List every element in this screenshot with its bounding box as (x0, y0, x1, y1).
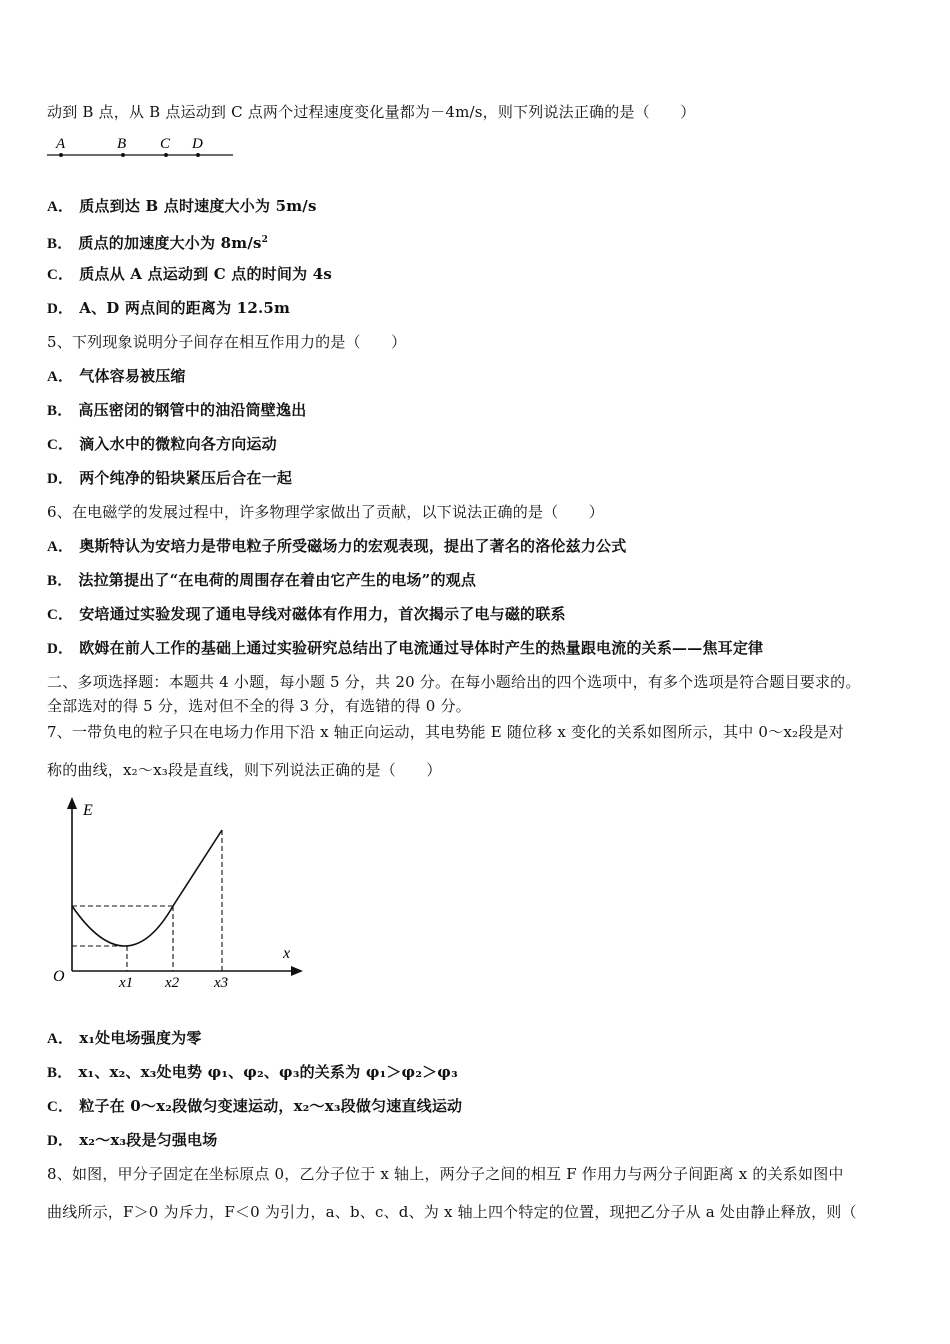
q6-option-c[interactable] (47, 604, 566, 625)
q6-option-a[interactable] (47, 536, 626, 557)
q7-option-d[interactable] (47, 1130, 217, 1151)
option-text: 法拉第提出了“在电荷的周围存在着由它产生的电场”的观点 (78, 571, 477, 589)
q8-stem-line1: 8、如图，甲分子固定在坐标原点 0，乙分子位于 x 轴上，两分子之间的相互 F 作用力与两分子间距离 x 的关系如图中 (47, 1165, 844, 1183)
x-axis-arrow-icon (291, 966, 303, 976)
option-text: 质点的加速度大小为 8m/s (78, 234, 262, 252)
q7-potential-energy-graph (45, 795, 315, 995)
q4-option-a[interactable] (47, 196, 317, 217)
point-d-label: D (192, 136, 203, 152)
q8-stem-line2: 曲线所示，F＞0 为斥力，F＜0 为引力，a、b、c、d、为 x 轴上四个特定的位置，现把乙分子从 a 处由静止释放，则（ (47, 1203, 857, 1221)
origin-label: O (53, 968, 65, 985)
option-label: D． (47, 1133, 74, 1149)
option-text: x₂～x₃段是匀强电场 (79, 1131, 218, 1149)
x-axis-label: x (283, 945, 291, 962)
q5-stem: 5、下列现象说明分子间存在相互作用力的是（ ） (47, 333, 407, 351)
option-label: C． (47, 267, 74, 283)
point-a-label: A (56, 136, 66, 152)
option-text: 高压密闭的钢管中的油沿筒壁逸出 (78, 401, 307, 419)
option-label: C． (47, 607, 74, 623)
tick-x3: x3 (214, 975, 229, 991)
q4-stem: 动到 B 点，从 B 点运动到 C 点两个过程速度变化量都为－4m/s，则下列说法正确的是（ ） (47, 103, 696, 121)
option-label: B． (47, 403, 73, 419)
option-label: D． (47, 471, 74, 487)
option-text: 奥斯特认为安培力是带电粒子所受磁场力的宏观表现，提出了著名的洛伦兹力公式 (79, 537, 627, 555)
q5-option-b[interactable] (47, 400, 306, 421)
option-label: D． (47, 301, 74, 317)
y-axis-arrow-icon (67, 797, 77, 809)
option-label: A． (47, 1031, 74, 1047)
option-text: x₁、x₂、x₃处电势 φ₁、φ₂、φ₃的关系为 φ₁＞φ₂＞φ₃ (78, 1063, 458, 1081)
section-2-scoring: 全部选对的得 5 分，选对但不全的得 3 分，有选错的得 0 分。 (47, 697, 471, 715)
option-label: B． (47, 573, 73, 589)
tick-x1: x1 (119, 975, 134, 991)
option-label: B． (47, 236, 73, 252)
energy-curve (72, 830, 222, 946)
section-2-instructions: 二、多项选择题：本题共 4 小题，每小题 5 分，共 20 分。在每小题给出的四个选项中，有多个选项是符合题目要求的。 (47, 673, 861, 691)
q7-stem-line1: 7、一带负电的粒子只在电场力作用下沿 x 轴正向运动，其电势能 E 随位移 x 变化的关系如图所示，其中 0～x₂段是对 (47, 723, 844, 741)
q4-option-c[interactable] (47, 264, 332, 285)
option-label: C． (47, 1099, 74, 1115)
option-text: 粒子在 0～x₂段做匀变速运动，x₂～x₃段做匀速直线运动 (79, 1097, 463, 1115)
point-b-label: B (117, 136, 127, 152)
option-label: B． (47, 1065, 73, 1081)
q6-option-d[interactable] (47, 638, 763, 659)
option-text: 滴入水中的微粒向各方向运动 (79, 435, 277, 453)
option-text: 质点从 A 点运动到 C 点的时间为 4s (79, 265, 333, 283)
option-text: 欧姆在前人工作的基础上通过实验研究总结出了电流通过导体时产生的热量跟电流的关系——焦耳定律 (79, 639, 764, 657)
q4-line-diagram (45, 132, 235, 162)
q6-option-b[interactable] (47, 570, 476, 591)
q7-option-c[interactable] (47, 1096, 462, 1117)
q7-option-a[interactable] (47, 1028, 202, 1049)
q4-option-d[interactable] (47, 298, 290, 319)
option-text: A、D 两点间的距离为 12.5m (79, 299, 291, 317)
option-label: A． (47, 369, 74, 385)
q6-stem: 6、在电磁学的发展过程中，许多物理学家做出了贡献，以下说法正确的是（ ） (47, 503, 604, 521)
option-text: 两个纯净的铅块紧压后合在一起 (79, 469, 293, 487)
option-label: C． (47, 437, 74, 453)
point-c-label: C (160, 136, 171, 152)
tick-x2: x2 (165, 975, 180, 991)
superscript: 2 (261, 235, 269, 245)
q5-option-c[interactable] (47, 434, 277, 455)
q7-option-b[interactable] (47, 1062, 458, 1083)
option-label: A． (47, 539, 74, 555)
q7-stem-line2: 称的曲线，x₂～x₃段是直线，则下列说法正确的是（ ） (47, 761, 442, 779)
q4-option-b[interactable] (47, 230, 268, 254)
option-text: 质点到达 B 点时速度大小为 5m/s (79, 197, 317, 215)
option-label: D． (47, 641, 74, 657)
option-text: x₁处电场强度为零 (79, 1029, 202, 1047)
option-text: 安培通过实验发现了通电导线对磁体有作用力，首次揭示了电与磁的联系 (79, 605, 566, 623)
y-axis-label: E (83, 802, 93, 819)
option-label: A． (47, 199, 74, 215)
option-text: 气体容易被压缩 (79, 367, 186, 385)
q5-option-a[interactable] (47, 366, 186, 387)
q5-option-d[interactable] (47, 468, 292, 489)
